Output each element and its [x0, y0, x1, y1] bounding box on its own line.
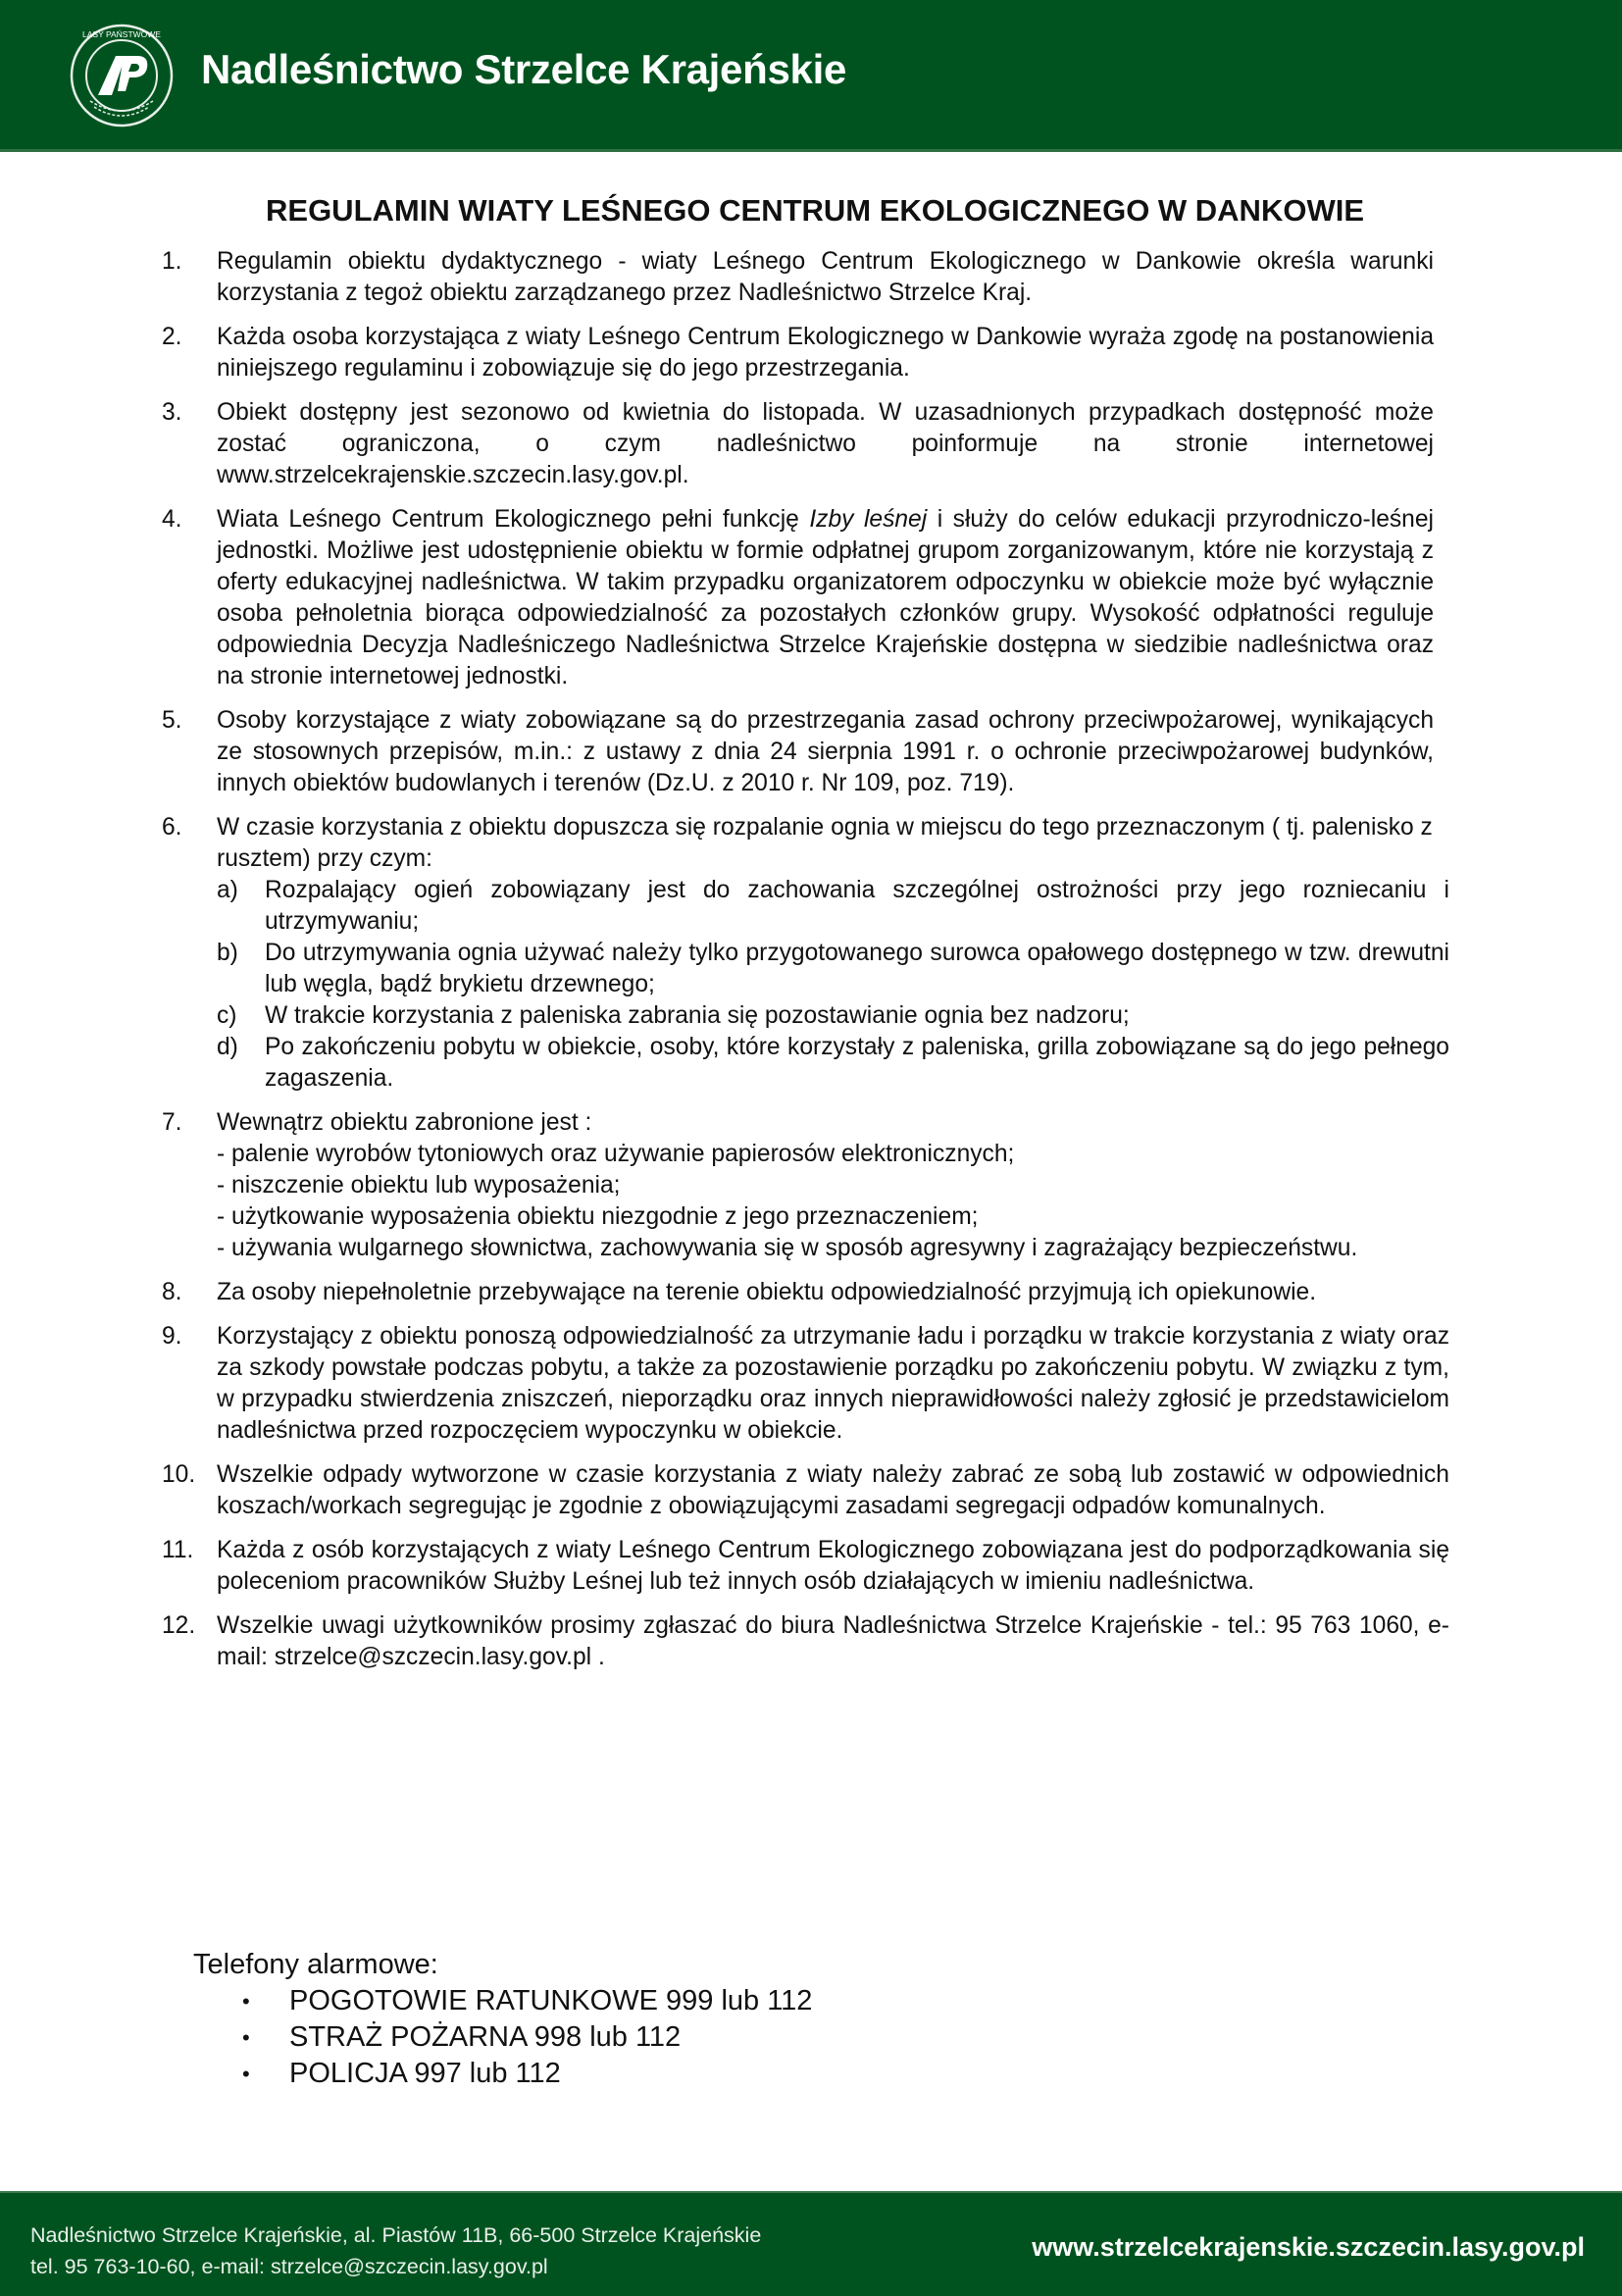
rule-7	[162, 1107, 1434, 1264]
svg-text:LASY PAŃSTWOWE: LASY PAŃSTWOWE	[82, 29, 161, 39]
rule-text: Regulamin obiektu dydaktycznego - wiaty Leśnego Centrum Ekologicznego w Dankowie określa warunki korzystania z tegoż obiektu zarządzanego przez Nadleśnictwo Strzelce Kraj.	[217, 248, 1434, 306]
rule-text: Korzystający z obiektu ponoszą odpowiedzialność za utrzymanie ładu i porządku w trakcie korzystania z wiaty oraz za szkody powstałe podczas pobytu, a także za pozostawienie porządku po zakończeniu pobytu. W związku z tym, w przypadku stwierdzenia zniszczeń, nieporządku oraz innych nieprawidłowości należy zgłosić je przedstawicielom nadleśnictwa przed rozpoczęciem wypoczynku w obiekcie.	[217, 1323, 1449, 1444]
prohibited-item: - używania wulgarnego słownictwa, zachowywania się w sposób agresywny i zagrażający bezpieczeństwu.	[217, 1235, 1358, 1261]
bullet-icon: •	[242, 2025, 250, 2050]
prohibited-item: - palenie wyrobów tytoniowych oraz używanie papierosów elektronicznych;	[217, 1141, 1015, 1167]
subitem-letter: c)	[217, 1002, 237, 1029]
footer-contact-block	[30, 2219, 761, 2282]
emergency-item	[242, 2056, 812, 2092]
rule-number: 8.	[162, 1279, 182, 1305]
rule-number: 6.	[162, 814, 182, 841]
rule-6-subitems	[162, 875, 1449, 1095]
emergency-heading: Telefony alarmowe:	[193, 1949, 438, 1980]
rule-text-italic: Izby leśnej	[809, 506, 928, 533]
rule-number: 10.	[162, 1461, 196, 1488]
rule-12	[162, 1610, 1449, 1673]
rule-number: 1.	[162, 248, 182, 275]
rule-5	[162, 705, 1434, 799]
rule-text	[217, 504, 1434, 692]
emergency-item	[242, 2019, 812, 2056]
rule-number: 7.	[162, 1109, 182, 1136]
bullet-icon: •	[242, 1989, 250, 2014]
emergency-item-text: STRAŻ POŻARNA 998 lub 112	[289, 2021, 682, 2053]
rule-number: 9.	[162, 1323, 182, 1350]
emergency-item-text: POLICJA 997 lub 112	[289, 2058, 561, 2089]
subitem-text: Rozpalający ogień zobowiązany jest do zachowania szczególnej ostrożności przy jego rozniecaniu i utrzymywaniu;	[265, 877, 1449, 935]
subitem-letter: d)	[217, 1034, 238, 1060]
rule-text: Osoby korzystające z wiaty zobowiązane są do przestrzegania zasad ochrony przeciwpożarowej, wynikających ze stosownych przepisów, m.in.: z ustawy z dnia 24 sierpnia 1991 r. o ochronie przeciwpożarowej budynków, innych obiektów budowlanych i terenów (Dz.U. z 2010 r. Nr 109, poz. 719).	[217, 707, 1434, 796]
rule-6	[162, 812, 1449, 1095]
rule-text: Wszelkie odpady wytworzone w czasie korzystania z wiaty należy zabrać ze sobą lub zostawić w odpowiednich koszach/workach segregując je zgodnie z obowiązującymi zasadami segregacji odpadów komunalnych.	[217, 1461, 1449, 1519]
prohibited-item: - użytkowanie wyposażenia obiektu niezgodnie z jego przeznaczeniem;	[217, 1203, 979, 1230]
lasy-panstwowe-logo-icon	[69, 23, 175, 128]
subitem-letter: a)	[217, 877, 238, 903]
rule-10	[162, 1459, 1449, 1522]
rule-8	[162, 1277, 1434, 1308]
rule-3	[162, 397, 1434, 491]
rule-9	[162, 1321, 1449, 1447]
footer-contact: tel. 95 763-10-60, e-mail: strzelce@szczecin.lasy.gov.pl	[30, 2255, 548, 2278]
subitem-letter: b)	[217, 940, 238, 966]
page-footer	[0, 2191, 1622, 2296]
rule-11	[162, 1535, 1449, 1598]
emergency-phones	[193, 1947, 812, 2092]
organization-title: Nadleśnictwo Strzelce Krajeńskie	[201, 46, 847, 92]
page-header	[0, 0, 1622, 152]
subitem-d	[162, 1032, 1449, 1095]
rule-text-block	[217, 1107, 1434, 1264]
rule-text-part: Wiata Leśnego Centrum Ekologicznego pełni funkcję	[217, 506, 810, 533]
rule-4	[162, 504, 1434, 692]
footer-address: Nadleśnictwo Strzelce Krajeńskie, al. Piastów 11B, 66-500 Strzelce Krajeńskie	[30, 2223, 762, 2247]
emergency-item	[242, 1983, 812, 2019]
rule-number: 4.	[162, 506, 182, 533]
rule-number: 3.	[162, 399, 182, 426]
rule-number: 5.	[162, 707, 182, 734]
rule-text: W czasie korzystania z obiektu dopuszcza się rozpalanie ognia w miejscu do tego przeznaczonym ( tj. palenisko z rusztem) przy czym:	[217, 814, 1433, 872]
subitem-text: Po zakończeniu pobytu w obiekcie, osoby, które korzystały z paleniska, grilla zobowiązane są do jego pełnego zagaszenia.	[265, 1034, 1449, 1092]
rules-list	[162, 246, 1449, 1686]
rule-text: Każda osoba korzystająca z wiaty Leśnego Centrum Ekologicznego w Dankowie wyraża zgodę na postanowienia niniejszego regulaminu i zobowiązuje się do jego przestrzegania.	[217, 324, 1434, 382]
subitem-c	[162, 1000, 1434, 1032]
rule-1	[162, 246, 1434, 309]
rule-text: Za osoby niepełnoletnie przebywające na terenie obiektu odpowiedzialność przyjmują ich opiekunowie.	[217, 1279, 1317, 1305]
rule-number: 11.	[162, 1537, 194, 1563]
subitem-a	[162, 875, 1449, 938]
rule-number: 2.	[162, 324, 182, 350]
subitem-text: W trakcie korzystania z paleniska zabrania się pozostawianie ognia bez nadzoru;	[265, 1002, 1130, 1029]
footer-website-link[interactable]: www.strzelcekrajenskie.szczecin.lasy.gov.pl	[1032, 2232, 1585, 2262]
rule-text: Wszelkie uwagi użytkowników prosimy zgłaszać do biura Nadleśnictwa Strzelce Krajeńskie - tel.: 95 763 1060, e-mail: strzelce@szczecin.lasy.gov.pl .	[217, 1612, 1449, 1670]
prohibited-item: - niszczenie obiektu lub wyposażenia;	[217, 1172, 621, 1199]
rule-text-part: i służy do celów edukacji przyrodniczo-leśnej jednostki. Możliwe jest udostępnienie obiektu w formie odpłatnej grupom zorganizowanym, które nie korzystają z oferty edukacyjnej nadleśnictwa. W takim przypadku organizatorem odpoczynku w obiekcie może być wyłącznie osoba pełnoletnia biorąca odpowiedzialność za pozostałych członków grupy. Wysokość odpłatności reguluje odpowiednia Decyzja Nadleśniczego Nadleśnictwa Strzelce Krajeńskie dostępna w siedzibie nadleśnictwa oraz na stronie internetowej jednostki.	[217, 506, 1434, 689]
rule-2	[162, 322, 1434, 384]
bullet-icon: •	[242, 2062, 250, 2086]
emergency-item-text: POGOTOWIE RATUNKOWE 999 lub 112	[289, 1985, 813, 2016]
rule-text: Każda z osób korzystających z wiaty Leśnego Centrum Ekologicznego zobowiązana jest do podporządkowania się poleceniom pracowników Służby Leśnej lub też innych osób działających w imieniu nadleśnictwa.	[217, 1537, 1449, 1595]
emergency-list	[242, 1983, 812, 2092]
rule-text: Wewnątrz obiektu zabronione jest :	[217, 1109, 592, 1136]
rule-text: Obiekt dostępny jest sezonowo od kwietnia do listopada. W uzasadnionych przypadkach dostępność może zostać ograniczona, o czym nadleśnictwo poinformuje na stronie internetowej www.strzelcekrajenskie.szczecin.lasy.gov.pl.	[217, 399, 1434, 488]
rule-number: 12.	[162, 1612, 196, 1639]
document-title: REGULAMIN WIATY LEŚNEGO CENTRUM EKOLOGICZNEGO W DANKOWIE	[266, 193, 1364, 228]
subitem-b	[162, 938, 1449, 1000]
subitem-text: Do utrzymywania ognia używać należy tylko przygotowanego surowca opałowego dostępnego w tzw. drewutni lub węgla, bądź brykietu drzewnego;	[265, 940, 1449, 997]
